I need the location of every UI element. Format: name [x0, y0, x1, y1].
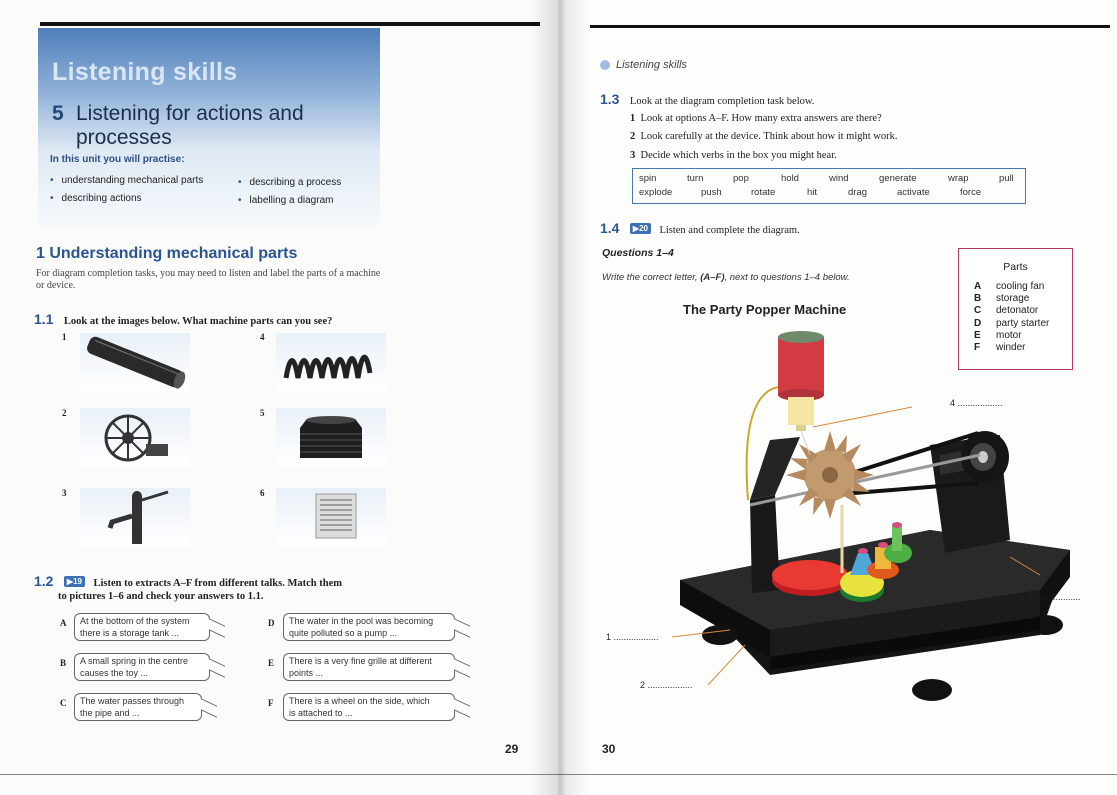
image-water-pump — [80, 488, 190, 546]
part-name: storage — [996, 293, 1030, 304]
question-text: Listen to extracts A–F from different talks. Match them — [93, 578, 342, 589]
step-text: Look at options A–F. How many extra answers are there? — [640, 113, 882, 124]
banner-title: Listening skills — [52, 58, 238, 86]
verb: wind — [829, 173, 849, 184]
question-number: 1.1 — [34, 311, 54, 327]
part-letter: B — [974, 293, 982, 304]
part-name: cooling fan — [996, 281, 1045, 292]
verb: pop — [733, 173, 749, 184]
audio-track-badge[interactable]: ▶20 — [630, 223, 651, 234]
parts-heading: Parts — [1003, 261, 1028, 273]
questions-heading: Questions 1–4 — [602, 247, 674, 259]
verb: drag — [848, 187, 868, 198]
bottom-rule — [0, 774, 560, 775]
verb: hit — [807, 187, 818, 198]
part-name: motor — [996, 330, 1022, 341]
question-1-3 — [600, 91, 814, 109]
extract-bubble — [283, 613, 455, 641]
extract-line: is attached to ... — [289, 708, 353, 718]
running-head — [600, 59, 687, 71]
extract-line: points ... — [289, 668, 324, 678]
step-item — [630, 150, 837, 161]
extract-line: quite polluted so a pump ... — [289, 628, 398, 638]
bullet-item: • labelling a diagram — [238, 195, 333, 206]
diagram-label-4: 4 .................. — [950, 398, 1003, 408]
verb: activate — [897, 187, 930, 198]
extract-bubble — [74, 693, 202, 721]
audio-track-number: 20 — [639, 224, 648, 234]
step-number: 2 — [630, 131, 636, 142]
verb-box — [632, 168, 1026, 204]
extract-letter: D — [268, 618, 275, 628]
running-head-text: Listening skills — [616, 59, 687, 71]
instruction-text: Write the correct letter, — [602, 272, 701, 283]
question-number: 1.4 — [600, 220, 620, 236]
spring-icon — [276, 333, 386, 391]
image-grille — [276, 488, 386, 546]
part-letter: D — [974, 318, 982, 329]
step-number: 3 — [630, 150, 636, 161]
step-text: Look carefully at the device. Think about how it might work. — [640, 131, 898, 142]
extract-letter: F — [268, 698, 274, 708]
question-text: Look at the images below. What machine parts can you see? — [63, 316, 333, 327]
verb: push — [701, 187, 722, 198]
verb: force — [960, 187, 982, 198]
verb: wrap — [948, 173, 969, 184]
question-1-1 — [34, 311, 332, 329]
part-name: party starter — [996, 318, 1050, 329]
extract-line: there is a storage tank ... — [80, 628, 180, 638]
tank-icon — [276, 408, 386, 466]
image-number: 3 — [62, 488, 67, 498]
extract-letter: C — [60, 698, 67, 708]
section-heading: 1 Understanding mechanical parts — [36, 245, 298, 262]
question-1-2 — [34, 573, 342, 591]
bullet-item: • describing a process — [238, 177, 341, 188]
extract-bubble — [283, 693, 455, 721]
extract-line: There is a wheel on the side, which — [289, 696, 430, 706]
verb: hold — [781, 173, 799, 184]
diagram-title: The Party Popper Machine — [683, 302, 847, 317]
pipe-icon — [80, 333, 190, 391]
audio-track-number: 19 — [73, 577, 82, 587]
instruction — [602, 272, 850, 283]
extract-letter: B — [60, 658, 67, 668]
image-tank — [276, 408, 386, 466]
page-number: 29 — [505, 742, 519, 756]
part-letter: F — [974, 342, 981, 353]
question-number: 1.3 — [600, 91, 620, 107]
bottom-rule — [560, 774, 1117, 775]
verb: generate — [879, 173, 917, 184]
bullet-dot-icon — [600, 60, 610, 70]
step-item — [630, 131, 898, 142]
step-item — [630, 113, 882, 124]
section-intro: For diagram completion tasks, you may need to listen and label the parts of a machine or device. — [36, 268, 381, 291]
image-number: 5 — [260, 408, 265, 418]
question-text: Listen and complete the diagram. — [659, 225, 800, 236]
question-number: 1.2 — [34, 573, 54, 589]
part-name: detonator — [996, 305, 1039, 316]
image-number: 1 — [62, 332, 67, 342]
wheel-icon — [80, 408, 190, 466]
bullet-item: • understanding mechanical parts — [50, 175, 203, 186]
top-rule — [590, 25, 1110, 28]
verb: turn — [687, 173, 704, 184]
image-pipe — [80, 333, 190, 391]
step-text: Decide which verbs in the box you might hear. — [640, 150, 837, 161]
image-number: 2 — [62, 408, 67, 418]
grille-icon — [276, 488, 386, 546]
image-wheel — [80, 408, 190, 466]
image-number: 6 — [260, 488, 265, 498]
verb: explode — [639, 187, 673, 198]
image-number: 4 — [260, 332, 265, 342]
extract-letter: E — [268, 658, 275, 668]
verb: spin — [639, 173, 657, 184]
part-letter: C — [974, 305, 982, 316]
extract-line: There is a very fine grille at different — [289, 656, 432, 666]
extract-bubble — [74, 613, 210, 641]
extract-line: causes the toy ... — [80, 668, 149, 678]
water-pump-icon — [80, 488, 190, 546]
verb: rotate — [751, 187, 776, 198]
instruction-text: , next to questions 1–4 below. — [724, 272, 850, 283]
party-popper-machine-illustration — [600, 325, 1110, 715]
image-spring — [276, 333, 386, 391]
question-text: Look at the diagram completion task below. — [629, 96, 815, 107]
unit-banner — [38, 28, 380, 226]
extract-line: The water in the pool was becoming — [289, 616, 434, 626]
question-1-4 — [600, 220, 800, 238]
instruction-bold: (A–F) — [700, 272, 725, 283]
extract-letter: A — [60, 618, 67, 628]
unit-number: 5 — [52, 102, 64, 125]
unit-title: Listening for actions and processes — [76, 102, 304, 149]
right-page — [560, 0, 1117, 795]
diagram-label-1: 1 .................. — [606, 632, 659, 642]
extract-line: The water passes through — [80, 696, 185, 706]
page-number: 30 — [602, 742, 616, 756]
part-letter: A — [974, 281, 982, 292]
verb: pull — [999, 173, 1014, 184]
question-text-line2: to pictures 1–6 and check your answers to 1.1. — [58, 591, 264, 602]
extract-bubble — [74, 653, 210, 681]
diagram-label-3: 3 .................. — [1028, 592, 1081, 602]
extract-line: A small spring in the centre — [80, 656, 189, 666]
audio-track-badge[interactable]: ▶19 — [64, 576, 85, 587]
part-name: winder — [996, 342, 1026, 353]
diagram-label-2: 2 .................. — [640, 680, 693, 690]
top-rule — [40, 22, 540, 26]
extract-bubble — [283, 653, 455, 681]
practise-heading: In this unit you will practise: — [50, 154, 185, 165]
step-number: 1 — [630, 113, 636, 124]
extract-line: At the bottom of the system — [80, 616, 190, 626]
bullet-item: • describing actions — [50, 193, 142, 204]
extract-line: the pipe and ... — [80, 708, 140, 718]
part-letter: E — [974, 330, 981, 341]
